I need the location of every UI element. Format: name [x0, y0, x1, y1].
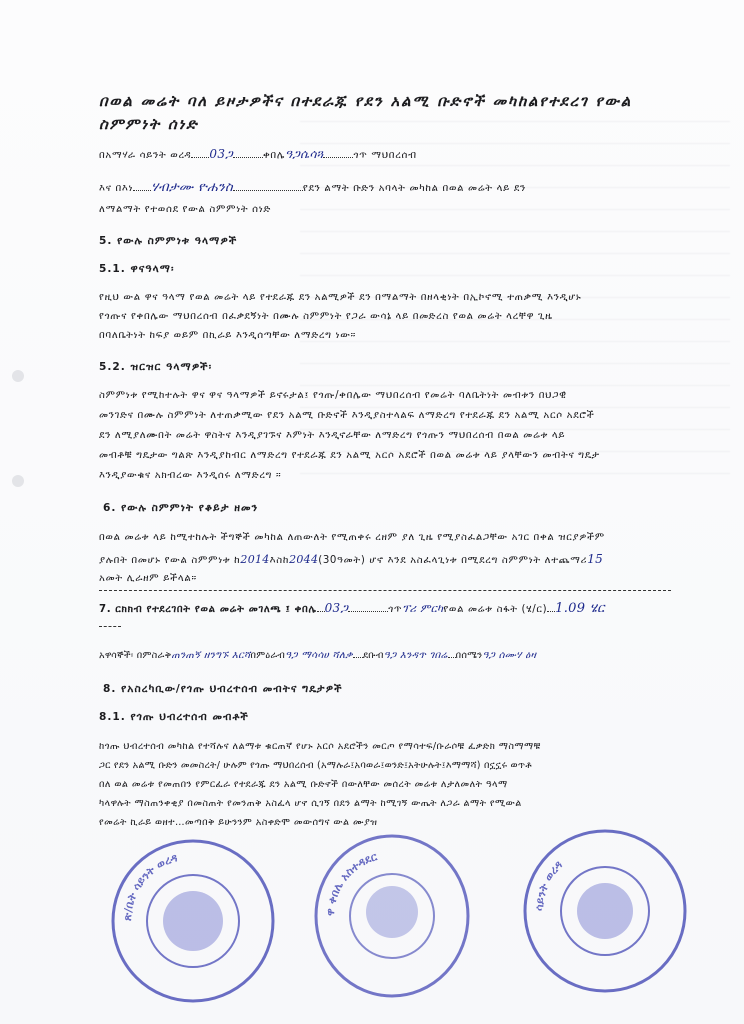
section-5-2-line: እንዲያውቁና አክብረው እንዲሰሩ ለማድረግ ።	[99, 470, 282, 481]
section-5-2-line: መንገድና በሙሉ ስምምነት ለተጠቃሚው የደን አልሚ ቡድኖች እንዲያስተላልፍ ለማድረግ የተደራጁ ደን አልሚ አርሶ አደሮች	[99, 410, 595, 421]
boundary-north: ዓጋ ሰሙሃ ዕዛ	[482, 650, 537, 661]
boundary-south: ዓጋ እንዳጥ ገበሬ	[383, 650, 448, 661]
section-7-land-line: 7. ርክክብ የተደረገበት የወል መሬት መገለጫ ፤ ቀበሌ 03ጋ ጎጥፕሪ ምርካየወል መሬቱ ስፋት (ሄ/ር) 1.09 ሄር	[99, 601, 605, 616]
section-8-1-line: የመሬት ኪራይ ወዘተ…መጣበቅ ይሁንንም አስቀድሞ መውሰግና ውል ሙያዝ	[99, 817, 378, 828]
punch-hole	[12, 475, 24, 487]
parties-line-3: ለማልማት የተወሰደ የውል ስምምነት ሰነድ	[99, 204, 272, 215]
dashed-rule	[99, 626, 121, 627]
section-8-heading: 8. የአስረካቢው/የጎጡ ህብረተሰብ መብትና ግዴታዎች	[103, 683, 343, 695]
kebele-value: ዓጋሴሳጓ	[285, 147, 324, 161]
section-5-1-line: በባለቤትነት ከፍያ ወይም በኪራይ እንዲሰጣቸው ለማድረግ ነው።	[99, 330, 356, 341]
document-title-line-2: ስምምነት ሰነድ	[99, 115, 199, 133]
punch-hole	[12, 370, 24, 382]
section-8-1-heading: 8.1. የጎጡ ህብረተሰብ መብቶች	[99, 711, 249, 723]
group-leader-name: ሃብታሙ ዮሐንስ	[151, 180, 233, 195]
land-got-value: ፕሪ ምርካ	[402, 602, 444, 615]
section-6-heading: 6. የውሉ ስምምነት የቆይታ ዘመን	[103, 502, 259, 514]
section-8-1-line: ከጎጡ ህብረተሰብ መካከል የተሻሉና ለልማቱ ቁርጠኛ የሆኑ አርሶ አደሮችን መርጦ የማሳተፍ/ቡራሶቹ ፈቃድክ ማስማማቹ	[99, 741, 541, 752]
section-8-1-line: ጋር የደን አልሚ ቡድን መመስረት/ ሁሉም የጎጡ ማህበረሰብ (አማሉራ፤አባወራ፤ወንድ፤አትሁሉት፤እማማሻ) በኗኗሩ ወጥቶ	[99, 760, 532, 771]
land-kebele-value: 03ጋ	[324, 601, 349, 615]
land-area-value: 1.09 ሄር	[555, 601, 605, 616]
section-5-1-line: የዚህ ውል ዋና ዓላማ የወል መሬት ላይ የተደራጁ ደን አልሚዎች ደን በማልማት በዘላቂነት በኢኮኖሚ ተጠቃሚ እንዲሆኑ	[99, 292, 582, 303]
document-title-line-1: በወል መሬት ባለ ይዞታዎችና በተደራጁ የደን አልሚ ቡድኖች መካከልየተደረገ የውል	[99, 92, 633, 110]
official-stamp-center	[312, 832, 472, 1000]
section-5-2-line: ደን ለሚያለሙበት መሬት ዋስትና እንዲያገኙና እምነት እንዲኖራቸው ለማድረግ የጎጡን ማህበረሰብ በወል መሬቱ ላይ	[99, 430, 566, 441]
section-8-1-line: በለ ወል መሬቱ የመጠበን የምርፈራ የተደራጁ ደን አልሚ ቡድኖች በውለቸው መሰረት መሬቱ ለታለመለት ዓላማ	[99, 779, 508, 790]
boundary-east: ጠንጠኝ ዘንግኙ እርሻ	[171, 650, 251, 661]
section-5-2-line: ስምምነቱ የሚከተሉት ዋና ዋና ዓላማዎች ይኖሩታል፤ የጎጡ/ቀበሌው ማህበረሰብ የመሬት ባለቤትነት መብቱን በህጋዊ	[99, 390, 567, 401]
section-5-1-line: የጎጡና የቀበሌው ማህበረሰብ በፈቃደኝነት በሙሉ ስምምነት የጋራ ውሳኔ ላይ በመድረስ የወል መሬት ላረቸዋ ጊዜ	[99, 311, 553, 322]
section-6-duration-line: ያሉበት በመሆኑ የውል ስምምነቱ ከ2014እስከ2044(30ዓመት) ሆኖ እንደ አስፈላጊነቱ በሚደረግ ስምምነት ለተጨማሪ15	[99, 552, 604, 566]
official-stamp-right	[520, 826, 690, 996]
duration-from-year: 2014	[240, 553, 270, 566]
official-stamp-left	[108, 836, 278, 1006]
stamp-right-text: ሳይንት ወረዳ	[532, 858, 566, 912]
stamp-center-text: ዋ ቀበሌ አስተዳደር	[323, 850, 379, 917]
section-5-2-heading: 5.2. ዝርዝር ዓላማዎች፡	[99, 361, 213, 373]
stamp-left-text: ጽ/ቤት ሳይንት ወረዳ	[120, 851, 179, 922]
section-6-line: በወል መሬቱ ላይ ከሚተከሉት ችግኞች መካከል ለጠውለት የሚጠቀሩ ረዘም ያለ ጊዜ የሚያስፈልጋቸው አገር በቀል ዝርያዎችም	[99, 532, 605, 543]
boundary-west: ዓጋ ማሳሳሀ ሻለቃ	[285, 650, 353, 661]
boundaries-line: አዋሳኞች፡ በምስራቅጠንጠኝ ዘንግኙ እርሻበምዕራብዓጋ ማሳሳሀ ሻለቃ ደቡብዓጋ እንዳጥ ገበሬ በሰሜንዓጋ ሰሙሃ ዕዛ	[99, 650, 537, 661]
section-5-heading: 5. የውሉ ስምምነቱ ዓላማዎች	[99, 235, 238, 247]
extension-years: 15	[587, 552, 604, 566]
duration-to-year: 2044	[289, 553, 319, 566]
parties-line-1: በአማሃራ ሳይንት ወረዳ 03ጋ ቀበሌዓጋሴሳጓ ጎጥ ማህበረሰብ	[99, 147, 417, 161]
section-5-2-line: መብቶቹ ግዴታው ግልጽ እንዲያከብር ለማድረግ የተደራጁ ደን አልሚ አርሶ አደሮች በወል መሬቱ ላይ ያላቸውን መብትና ግዴታ	[99, 450, 600, 461]
section-6-line: አመት ሊራዘም ይችላል።	[99, 573, 197, 584]
section-8-1-line: ካላዋሉት ማስጠንቀቂያ በመስጠት የመንጠቅ አስፈላ ሆኖ ሲገኝ በደን ልማት ከሚገኝ ውጤት ለጋራ ልማት የሚውል	[99, 798, 522, 809]
dashed-rule	[99, 590, 671, 591]
section-5-1-heading: 5.1. ዋናዓላማ፡	[99, 263, 175, 275]
woreda-value: 03ጋ	[209, 147, 233, 161]
parties-line-2: እና በእነ ሃብታሙ ዮሐንስ የደን ልማት ቡድን አባላት መካከል በወል መሬት ላይ ደን	[99, 180, 526, 195]
